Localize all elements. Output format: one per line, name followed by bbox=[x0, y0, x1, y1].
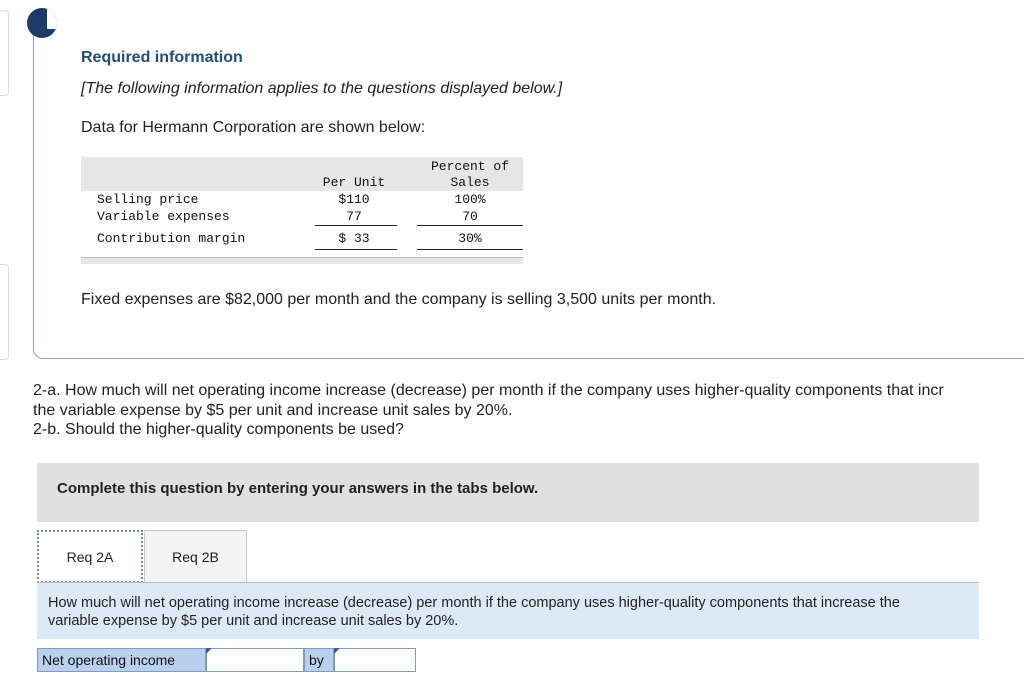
question-text bbox=[33, 381, 1024, 440]
by-label: by bbox=[304, 648, 334, 672]
tab-req-2a[interactable] bbox=[37, 530, 143, 583]
header-per-unit: Per Unit bbox=[322, 175, 386, 190]
input-marker-icon bbox=[334, 648, 340, 654]
pct-subtotal-line bbox=[417, 225, 523, 226]
header-percent-of-sales-line1: Percent of bbox=[430, 159, 509, 174]
info-badge-icon bbox=[27, 8, 57, 38]
row-unit-selling-price: $110 bbox=[338, 192, 370, 207]
data-intro-text: Data for Hermann Corporation are shown below: bbox=[81, 119, 426, 136]
unit-total-line bbox=[315, 249, 397, 250]
unit-subtotal-line bbox=[315, 225, 397, 226]
tab-req-2b-label: Req 2B bbox=[172, 549, 219, 565]
row-pct-contribution-margin: 30% bbox=[458, 231, 482, 246]
row-pct-variable-expenses: 70 bbox=[462, 209, 478, 224]
question-line-2a-cont: the variable expense by $5 per unit and increase unit sales by 20%. bbox=[33, 401, 513, 419]
net-operating-income-change-select[interactable] bbox=[206, 648, 304, 672]
instructions-text: Complete this question by entering your answers in the tabs below. bbox=[57, 480, 539, 497]
question-line-2a: 2-a. How much will net operating income increase (decrease) per month if the company uses higher-quality components that incr bbox=[33, 382, 944, 399]
table-footer-band bbox=[81, 257, 523, 264]
row-unit-contribution-margin: $ 33 bbox=[338, 231, 370, 246]
instructions-bar bbox=[37, 463, 979, 522]
row-label-variable-expenses: Variable expenses bbox=[97, 209, 230, 224]
tab-question-text: How much will net operating income increase (decrease) per month if the company uses higher-quality components that increase the variable expense by $5 per unit and increase unit sales by 20%. bbox=[48, 595, 900, 629]
tab-req-2a-label: Req 2A bbox=[66, 548, 114, 565]
tab-req-2b[interactable] bbox=[144, 530, 247, 583]
row-unit-variable-expenses: 77 bbox=[346, 209, 362, 224]
tab-question-panel bbox=[37, 583, 979, 639]
collapsed-panel-edge bbox=[0, 264, 9, 360]
required-information-subtitle: [The following information applies to the questions displayed below.] bbox=[81, 80, 563, 97]
fixed-expenses-text: Fixed expenses are $82,000 per month and the company is selling 3,500 units per month. bbox=[81, 291, 717, 308]
row-pct-selling-price: 100% bbox=[454, 192, 486, 207]
net-operating-income-amount-input[interactable] bbox=[334, 648, 416, 672]
contribution-table bbox=[81, 157, 523, 264]
net-operating-income-label: Net operating income bbox=[37, 648, 206, 672]
row-label-selling-price: Selling price bbox=[97, 192, 199, 207]
header-percent-of-sales-line2: Sales bbox=[450, 175, 490, 190]
dropdown-marker-icon bbox=[206, 648, 212, 654]
pct-total-line bbox=[417, 249, 523, 250]
row-label-contribution-margin: Contribution margin bbox=[97, 231, 246, 246]
collapsed-panel-edge bbox=[0, 10, 9, 96]
question-line-2b: 2-b. Should the higher-quality components be used? bbox=[33, 421, 404, 438]
required-information-title: Required information bbox=[81, 49, 243, 66]
